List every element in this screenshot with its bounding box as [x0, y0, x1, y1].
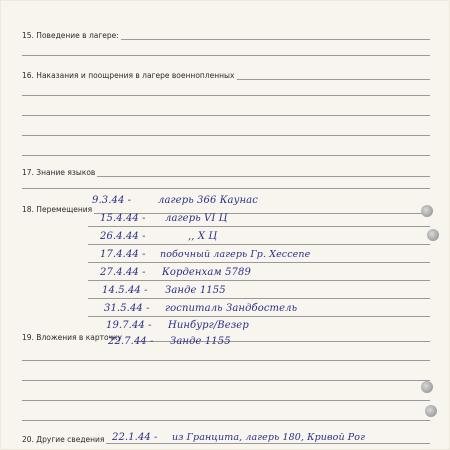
blank-line: [22, 400, 430, 401]
behavior-label: 15. Поведение в лагере:: [22, 31, 119, 40]
other-info-text: из Гранцита, лагерь 180, Кривой Рог: [172, 432, 366, 443]
fill-line: [82, 176, 430, 177]
punishments-label: 16. Наказания и поощрения в лагере военнопленных: [22, 71, 235, 80]
transfer-date: 9.3.44 -: [92, 195, 132, 206]
blank-line: [22, 360, 430, 361]
fill-line: [88, 226, 430, 227]
blank-line: [22, 188, 430, 189]
blank-line: [22, 95, 430, 96]
punch-hole: [425, 405, 437, 417]
other-info-date: 22.1.44 -: [112, 432, 158, 443]
transfer-date: 19.7.44 -: [106, 320, 152, 331]
enclosures-label: 19. Вложения в карточку: [22, 333, 122, 342]
languages-row: [22, 165, 430, 177]
fill-line: [104, 443, 430, 444]
transfer-date: 15.4.44 -: [100, 213, 146, 224]
transfer-text: лагерь VI Ц: [165, 213, 228, 224]
transfer-text: Корденхам 5789: [162, 267, 251, 278]
blank-line: [22, 135, 430, 136]
transfer-date: 17.4.44 -: [100, 249, 146, 260]
blank-line: [22, 155, 430, 156]
blank-line: [22, 55, 430, 56]
other-info-label: 20. Другие сведения: [22, 435, 105, 444]
punch-hole: [427, 229, 439, 241]
transfer-date: 31.5.44 -: [104, 303, 150, 314]
transfer-date: 22.7.44 -: [108, 336, 154, 347]
transfer-text: Нинбург/Везер: [168, 320, 249, 331]
behavior-row: [22, 28, 430, 40]
punishments-row: [22, 68, 430, 80]
transfer-text: госпиталь Зандбостель: [165, 303, 298, 314]
fill-line: [117, 39, 430, 40]
transfer-date: 27.4.44 -: [100, 267, 146, 278]
transfer-date: 26.4.44 -: [100, 231, 146, 242]
fill-line: [237, 79, 430, 80]
transfers-label: 18. Перемещения: [22, 205, 93, 214]
fill-line: [88, 298, 430, 299]
blank-line: [22, 380, 430, 381]
languages-label: 17. Знание языков: [22, 168, 96, 177]
transfer-text: побочный лагерь Гр. Хессепе: [160, 249, 311, 260]
blank-line: [22, 115, 430, 116]
transfer-text: Зандe 1155: [165, 285, 226, 296]
transfer-text: лагерь 366 Каунас: [158, 195, 258, 206]
transfer-text: ,, X Ц: [188, 231, 218, 242]
punch-hole: [421, 381, 433, 393]
fill-line: [88, 244, 430, 245]
fill-line: [88, 280, 430, 281]
transfer-text: Зандe 1155: [170, 336, 231, 347]
transfer-date: 14.5.44 -: [102, 285, 148, 296]
punch-hole: [421, 205, 433, 217]
fill-line: [88, 262, 430, 263]
blank-line: [22, 420, 430, 421]
fill-line: [88, 316, 430, 317]
